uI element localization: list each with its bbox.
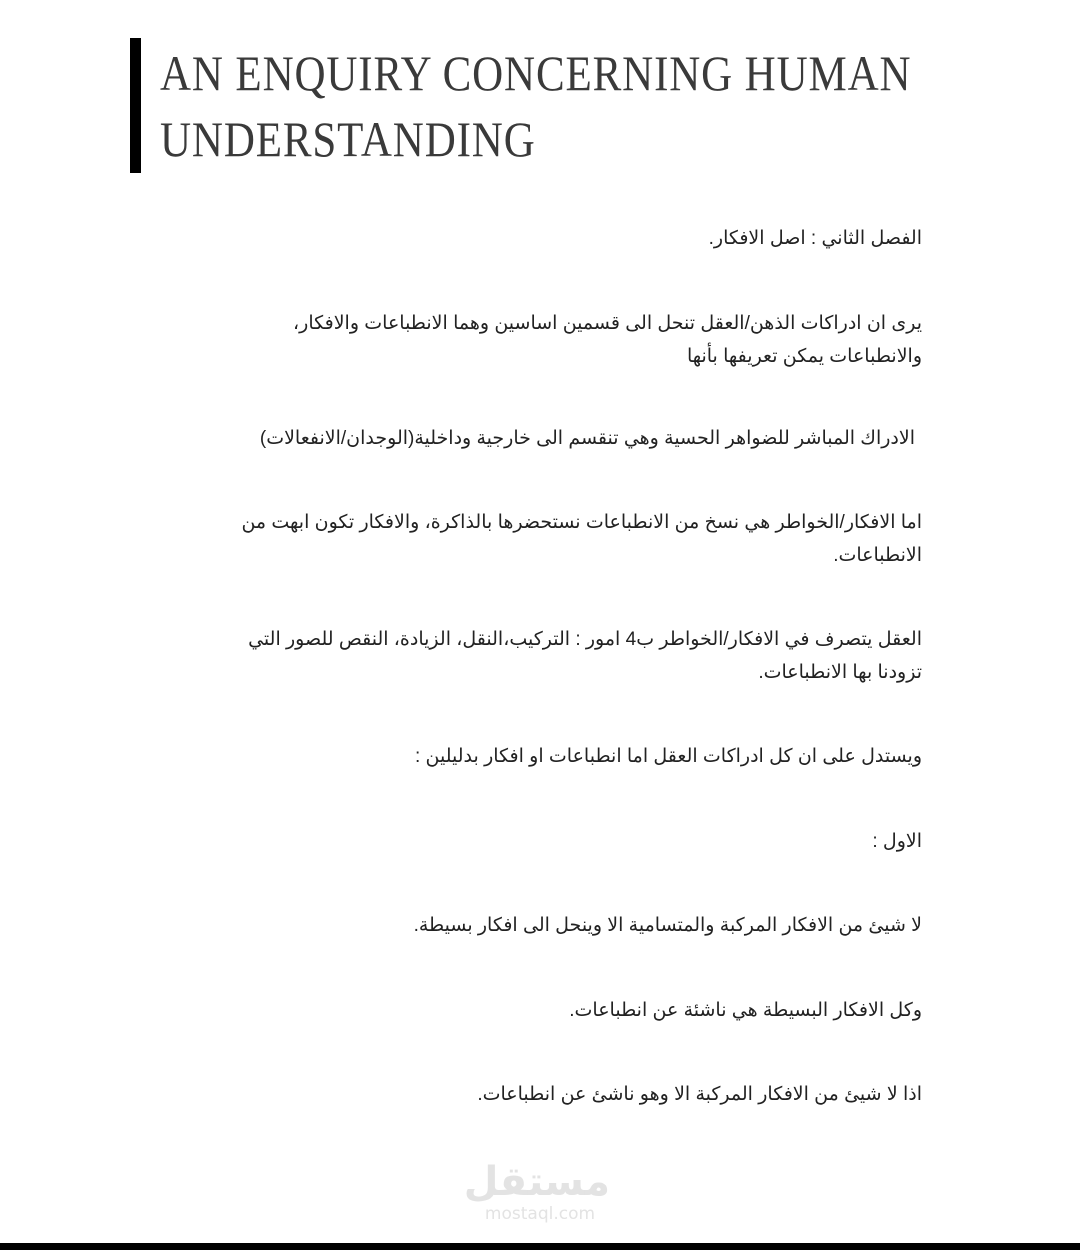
- paragraph-two-proofs: [415, 740, 922, 773]
- watermark-domain: mostaql.com: [484, 1204, 596, 1224]
- paragraph-divisions: [293, 307, 922, 373]
- text-line: الانطباعات.: [833, 545, 922, 566]
- text-line: اذا لا شيئ من الافكار المركبة الا وهو ناشئ عن انطباعات.: [477, 1084, 922, 1105]
- paragraph-premise-2: [569, 994, 922, 1027]
- text-line: ويستدل على ان كل ادراكات العقل اما انطباعات او افكار بدليلين :: [414, 746, 922, 767]
- paragraph-premise-1: [414, 909, 922, 942]
- text-line: العقل يتصرف في الافكار/الخواطر ب4 امور : التركيب،النقل، الزيادة، النقص للصور التي: [248, 629, 922, 650]
- watermark-arabic-logo: مستقل: [463, 1159, 610, 1205]
- paragraph-mind-operations: [248, 623, 922, 689]
- title-line-2: UNDERSTANDING: [160, 111, 536, 167]
- chapter-heading: [709, 222, 922, 255]
- text-line: يرى ان ادراكات الذهن/العقل تنحل الى قسمين اساسين وهما الانطباعات والافكار،: [293, 313, 922, 334]
- paragraph-conclusion: [477, 1078, 922, 1111]
- paragraph-first-proof-label: [872, 825, 922, 858]
- paragraph-impressions-definition: [260, 422, 915, 455]
- text-line: والانطباعات يمكن تعريفها بأنها: [686, 346, 922, 367]
- bottom-bar: [0, 1243, 1080, 1250]
- text-line: تزودنا بها الانطباعات.: [758, 662, 922, 683]
- text-line: الفصل الثاني : اصل الافكار.: [708, 228, 922, 249]
- text-line: الاول :: [872, 831, 922, 852]
- document-title: [160, 40, 911, 172]
- title-line-1: AN ENQUIRY CONCERNING HUMAN: [160, 45, 912, 101]
- mostaql-watermark: [463, 1159, 610, 1224]
- document-title-block: [130, 38, 930, 173]
- text-line: الادراك المباشر للضواهر الحسية وهي تنقسم الى خارجية وداخلية(الوجدان/الانفعالات): [259, 428, 915, 449]
- text-line: اما الافكار/الخواطر هي نسخ من الانطباعات نستحضرها بالذاكرة، والافكار تكون ابهت من: [241, 512, 922, 533]
- text-line: وكل الافكار البسيطة هي ناشئة عن انطباعات.: [569, 1000, 922, 1021]
- title-accent-bar: [130, 38, 141, 173]
- text-line: لا شيئ من الافكار المركبة والمتسامية الا وينحل الى افكار بسيطة.: [413, 915, 922, 936]
- paragraph-ideas-definition: [241, 506, 922, 572]
